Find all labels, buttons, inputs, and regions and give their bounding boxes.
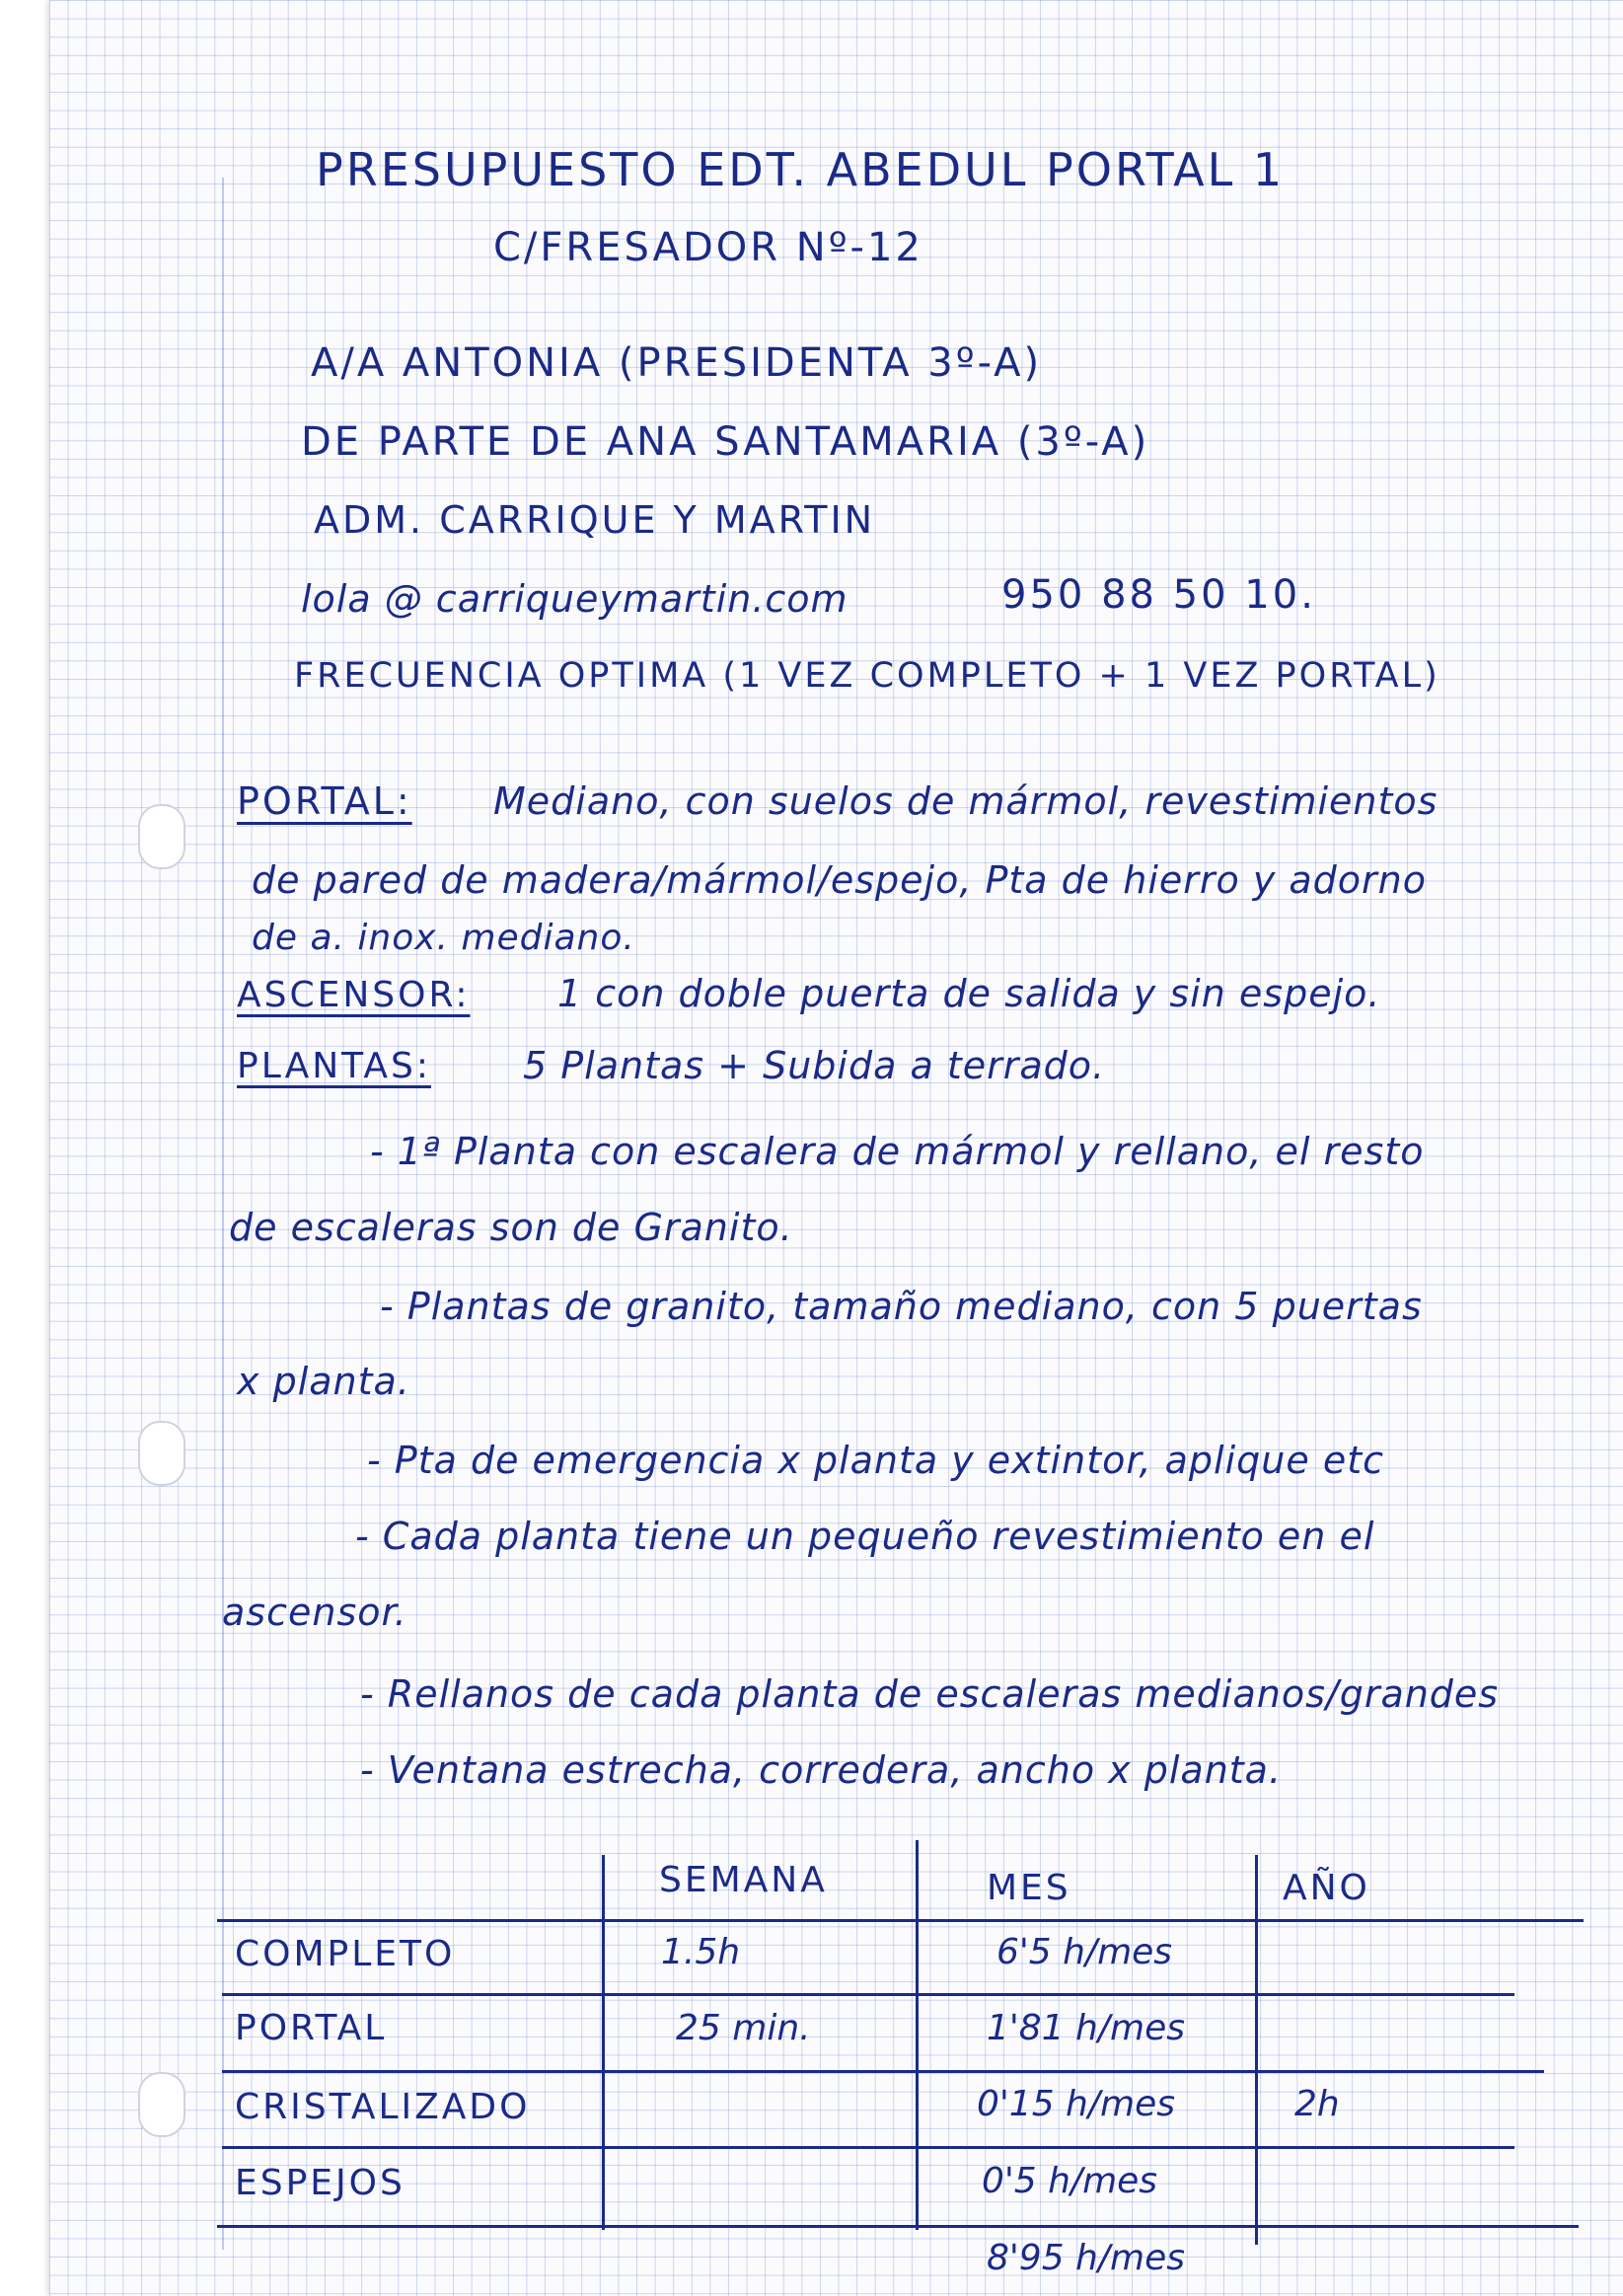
addressee: A/A ANTONIA (PRESIDENTA 3º-A) [311,340,1043,386]
row-label-espejos: ESPEJOS [235,2163,406,2203]
cell-portal-semana: 25 min. [676,2008,811,2048]
email: lola @ carriqueymartin.com [301,577,848,621]
item2-line1: - Plantas de granito, tamaño mediano, con 5 puertas [380,1285,1423,1328]
margin-rule [222,178,224,2250]
item1-line2: de escaleras son de Granito. [229,1206,793,1249]
table-col-rule [1255,1855,1258,2245]
item5: - Rellanos de cada planta de escaleras medianos/grandes [360,1672,1500,1716]
portal-label: PORTAL: [237,779,412,823]
phone: 950 88 50 10. [1001,572,1316,618]
plantas-label: PLANTAS: [237,1046,431,1086]
table-rule [222,2146,1514,2149]
header-ano: AÑO [1283,1868,1370,1908]
address: C/FRESADOR Nº-12 [493,225,923,270]
portal-desc-line2: de pared de madera/mármol/espejo, Pta de hierro y adorno [252,858,1428,902]
row-label-portal: PORTAL [235,2008,388,2048]
table-rule [222,2070,1544,2073]
header-semana: SEMANA [659,1860,828,1900]
from-line: DE PARTE DE ANA SANTAMARIA (3º-A) [301,419,1150,465]
portal-desc-line3: de a. inox. mediano. [252,918,635,958]
table-col-rule [916,1840,919,2230]
item4-line2: ascensor. [222,1591,407,1634]
item2-line2: x planta. [237,1360,410,1403]
table-rule [217,1919,1584,1922]
table-rule [217,2225,1579,2228]
administrator: ADM. CARRIQUE Y MARTIN [314,498,876,542]
cell-portal-mes: 1'81 h/mes [987,2008,1185,2048]
row-label-completo: COMPLETO [235,1934,456,1974]
cell-completo-mes: 6'5 h/mes [996,1932,1173,1972]
punch-hole [138,1421,185,1486]
table-col-rule [602,1855,605,2230]
item3: - Pta de emergencia x planta y extintor, aplique etc [367,1439,1385,1482]
punch-hole [138,2072,185,2137]
ascensor-text: 1 con doble puerta de salida y sin espejo. [557,972,1381,1015]
cell-espejos-mes: 0'5 h/mes [982,2161,1158,2201]
punch-hole [138,804,185,869]
item4-line1: - Cada planta tiene un pequeño revestimiento en el [355,1515,1375,1558]
portal-desc-line1: Mediano, con suelos de mármol, revestimientos [493,779,1439,823]
item6: - Ventana estrecha, corredera, ancho x planta. [360,1748,1283,1792]
total-hours: 8'95 h/mes [987,2238,1185,2278]
item1-line1: - 1ª Planta con escalera de mármol y rellano, el resto [370,1130,1425,1173]
frequency: FRECUENCIA OPTIMA (1 VEZ COMPLETO + 1 VEZ PORTAL) [294,656,1440,696]
table-rule [222,1993,1514,1996]
page-title: PRESUPUESTO EDT. ABEDUL PORTAL 1 [316,143,1286,196]
cell-cristalizado-ano: 2h [1294,2084,1340,2124]
ascensor-label: ASCENSOR: [237,975,471,1015]
cell-cristalizado-mes: 0'15 h/mes [977,2084,1175,2124]
row-label-cristalizado: CRISTALIZADO [235,2087,531,2127]
cell-completo-semana: 1.5h [661,1932,741,1972]
plantas-text: 5 Plantas + Subida a terrado. [523,1044,1106,1087]
header-mes: MES [987,1868,1071,1908]
